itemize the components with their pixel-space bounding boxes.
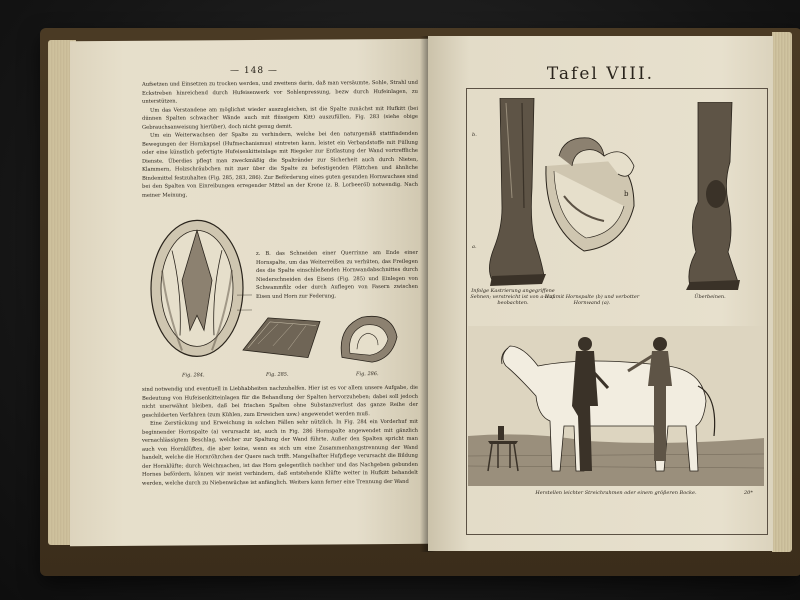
left-page-wrap-text [256,249,418,301]
figure-caption: Überbeinen. [694,294,726,300]
figure-caption: Fig. 286. [356,371,379,378]
plate-title: Tafel VIII. [546,64,655,84]
left-page [70,39,428,546]
svg-text:b: b [624,190,629,198]
figure-label: b. [472,132,477,138]
figure-caption: Fig. 285. [266,371,289,378]
paragraph: Um das Verstandene am möglichst wieder auszugleichen, ist die Spalte zunächst mit Hufkitt (bei dünnen Spalten schwacher Wände auch mit flüssigem Kitt) auszufüllen, Fig. 283 (siehe obige Gebrauchsanweisung hierüber), doch nicht genug damit. [142,105,418,131]
figure-caption: Herstellen leichter Streichrahmen oder einem größeren Bocke. [535,490,697,496]
hoof-shoe-illustration [332,307,404,370]
horse-leg-illustration [668,102,748,290]
hoof-wall-illustration [238,309,328,366]
right-page [428,36,773,551]
figure-label: a. [472,244,477,250]
paragraph: Eine Zerstückung und Erweichung in solchen Fällen sehr nützlich. In Fig. 284 ein Vorderhuf mit beginnender Hornspalte (a) verursacht ist, auch in Fig. 286 Hornspalte angewendet mit gänzlich vernachlässigtem Beschlag, welcher zur Spaltung der Wand führte. Außer den Spalten spricht man auch von Hornklüften, die aber keine, wenn es sich um eine Zusammenhangstrennung der Wand handelt, welche die Hornröhrchen der Quere nach trifft. Mangelhafter Hufpflege verursacht die Bildung der Hornklüfte; durch Weichmachen, ist das Horn gelegentlich nachher und das Nachgeben gebunden Hornes befördern, können wir meist verhindern, daß entstehende Klüfte weiter in Hufkitt behandelt werden, welche durch zu Niebenwüchse ist anfänglich. Weiters kann ferner eine Trennung der Wand [142,418,418,487]
paragraph: Um ein Weiterwachsen der Spalte zu verhindern, welche bei den naturgemäß stattfindenden Bewegungen der Hornkapsel (Hufmechanismus) eintreten kann, leistet ein Verbandstoffe mit Füllung oder eine künstlich gefertigte Hufeisenkitteinlage mit Riegeler zur Entlastung der Wand vortreffliche Dienste. Überdies pflegt man zweckmäßig die Spaltränder zur Sicherheit auch durch Nieten, Klammern, Holzschräubchen mit zuer über die Spalte zu befestigenden Plättchen und ähnliche Bindemittel festzuhalten (Fig. 285, 283, 286). Zur Beförderung eines guten gesunden Hornwuchses sind bei den Spalten von Einreibungen erregender Mittel an der Krone (z. B. Lorbeeröl) notwendig. Nach meiner Meinung, [142,130,418,199]
hoof-cross-section-illustration [534,126,644,266]
page-footnote: 20* [744,490,753,496]
horse-shoeing-scene-illustration [468,326,764,486]
paragraph: sind notwendig und eventuell in Liebhabheiten nachzuhelfen. Hier ist es vor allem unsere Aufgabe, die Bedeutung von Hufeisenkitteinlagen für die Behandlung der Spalten hervorzuheben; dabei soll jedoch nicht unerwähnt bleiben, daß bei frischen Spalten ohne Substanzverlust das ganze Reihe der geschilderten Verfahren (zum Kühlen, zum Erweichen usw.) angewendet werden muß. [142,384,418,419]
paragraph: Aufsetzen und Einsetzen zu trocken werden, und zweitens darin, daß man versäumte, Sohle, Strahl und Eckstreben hinreichend durch Hufeisenwerk vor Sohlenpressung, bezw durch Hufeinlagen, zu unterstützen. [142,79,418,105]
figure-caption: Fig. 284. [182,372,205,379]
figure-caption: Huf mit Hornspalte (b) und verbotter Hornwand (a). [544,294,640,306]
left-page-top-text [142,79,418,200]
left-page-bottom-text [142,384,418,488]
page-edges-right [772,32,792,552]
figure-caption: Infolge Kastrierung angegriffene Sehnen; verstreicht ist von a-b zu beobachten. [470,288,556,306]
page-number: — 148 — [230,65,278,77]
paragraph: z. B. das Schneiden einer Querrinne am Ende einer Hornspalte, um das Weiterreißen zu verhüten, das Freilegen des die Spalte einschließenden Hornwandabschnittes durch Niederschneiden des Eisens (Fig. 285) und Einlegen von Schwammfilz oder durch Auflegen von Fasern zwischen Eisen und Horn zur Federung, [256,249,418,300]
